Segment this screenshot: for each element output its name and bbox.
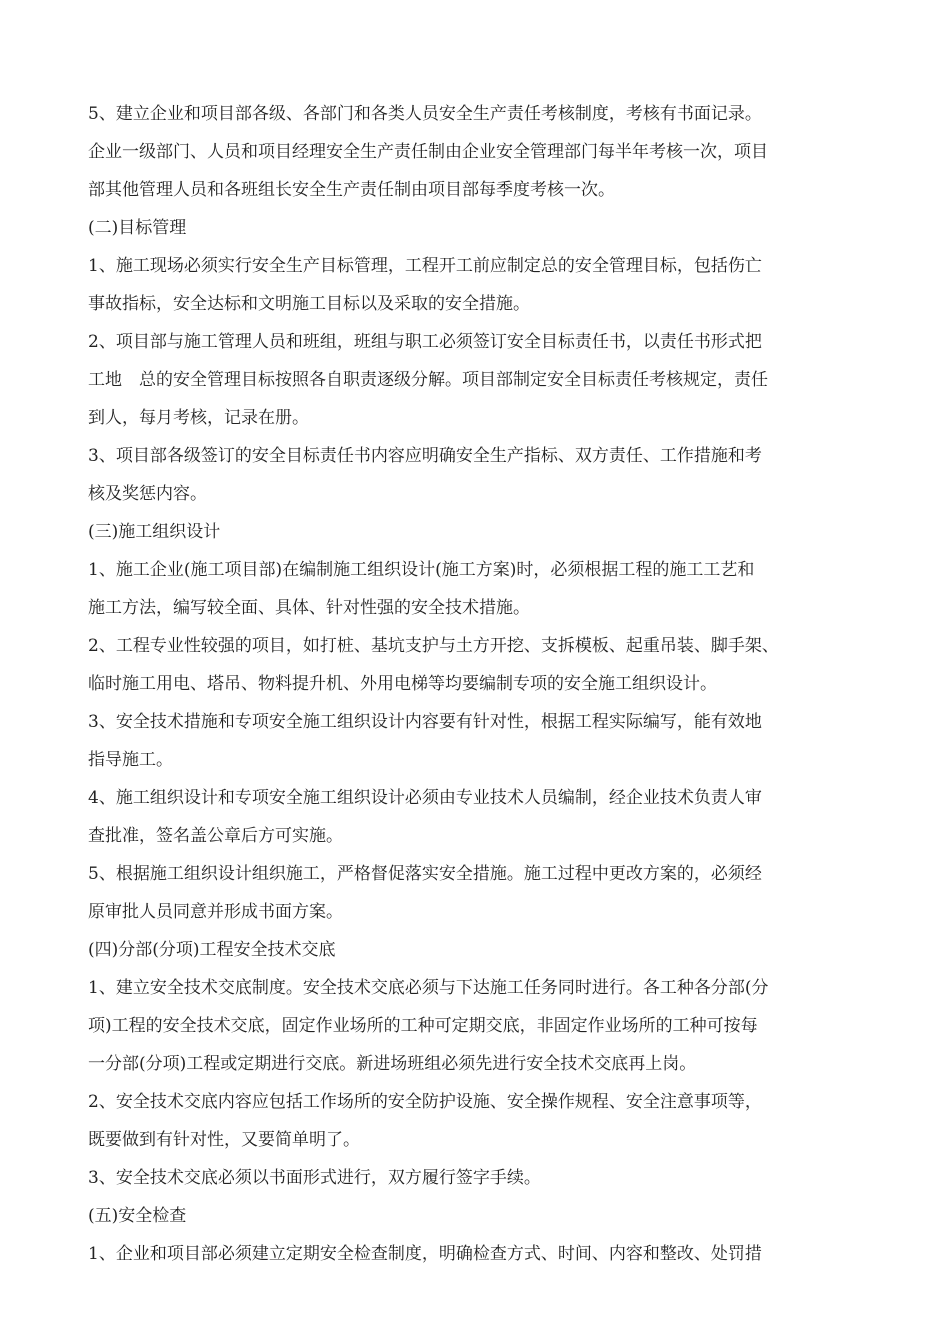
text-line: 查批准，签名盖公章后方可实施。	[88, 826, 343, 846]
document-body	[88, 95, 863, 1273]
text-line: 临时施工用电、塔吊、物料提升机、外用电梯等均要编制专项的安全施工组织设计。	[88, 674, 717, 694]
text-line: 2、工程专业性较强的项目，如打桩、基坑支护与土方开挖、支拆模板、起重吊装、脚手架、	[88, 636, 779, 656]
text-line: 1、建立安全技术交底制度。安全技术交底必须与下达施工任务同时进行。各工种各分部(分	[88, 978, 769, 998]
text-line: 事故指标，安全达标和文明施工目标以及采取的安全措施。	[88, 294, 530, 314]
text-line: 5、根据施工组织设计组织施工，严格督促落实安全措施。施工过程中更改方案的，必须经	[88, 864, 762, 884]
text-line: 5、建立企业和项目部各级、各部门和各类人员安全生产责任考核制度，考核有书面记录。	[88, 104, 762, 124]
text-line: 3、安全技术措施和专项安全施工组织设计内容要有针对性，根据工程实际编写，能有效地	[88, 712, 762, 732]
text-line: 到人，每月考核，记录在册。	[88, 408, 309, 428]
text-line: 既要做到有针对性，又要简单明了。	[88, 1130, 360, 1150]
text-line: 部其他管理人员和各班组长安全生产责任制由项目部每季度考核一次。	[88, 180, 615, 200]
text-line: 3、项目部各级签订的安全目标责任书内容应明确安全生产指标、双方责任、工作措施和考	[88, 446, 762, 466]
text-line: 1、施工企业(施工项目部)在编制施工组织设计(施工方案)时，必须根据工程的施工工艺和	[88, 560, 755, 580]
text-line: 原审批人员同意并形成书面方案。	[88, 902, 343, 922]
text-line: 核及奖惩内容。	[88, 484, 207, 504]
text-line: 工地 总的安全管理目标按照各自职责逐级分解。项目部制定安全目标责任考核规定，责任	[88, 370, 768, 390]
text-line: 4、施工组织设计和专项安全施工组织设计必须由专业技术人员编制，经企业技术负责人审	[88, 788, 762, 808]
text-line: 2、项目部与施工管理人员和班组，班组与职工必须签订安全目标责任书，以责任书形式把	[88, 332, 762, 352]
text-line: 1、企业和项目部必须建立定期安全检查制度，明确检查方式、时间、内容和整改、处罚措	[88, 1244, 762, 1264]
section-heading: (三)施工组织设计	[88, 522, 221, 542]
section-heading: (五)安全检查	[88, 1206, 187, 1226]
text-line: 指导施工。	[88, 750, 173, 770]
section-heading: (四)分部(分项)工程安全技术交底	[88, 940, 336, 960]
text-line: 施工方法，编写较全面、具体、针对性强的安全技术措施。	[88, 598, 530, 618]
text-line: 3、安全技术交底必须以书面形式进行，双方履行签字手续。	[88, 1168, 541, 1188]
text-line: 一分部(分项)工程或定期进行交底。新进场班组必须先进行安全技术交底再上岗。	[88, 1054, 697, 1074]
text-line: 1、施工现场必须实行安全生产目标管理，工程开工前应制定总的安全管理目标，包括伤亡	[88, 256, 762, 276]
text-line: 项)工程的安全技术交底，固定作业场所的工种可定期交底，非固定作业场所的工种可按每	[88, 1016, 758, 1036]
section-heading: (二)目标管理	[88, 218, 187, 238]
text-line: 2、安全技术交底内容应包括工作场所的安全防护设施、安全操作规程、安全注意事项等，	[88, 1092, 762, 1112]
text-line: 企业一级部门、人员和项目经理安全生产责任制由企业安全管理部门每半年考核一次，项目	[88, 142, 768, 162]
